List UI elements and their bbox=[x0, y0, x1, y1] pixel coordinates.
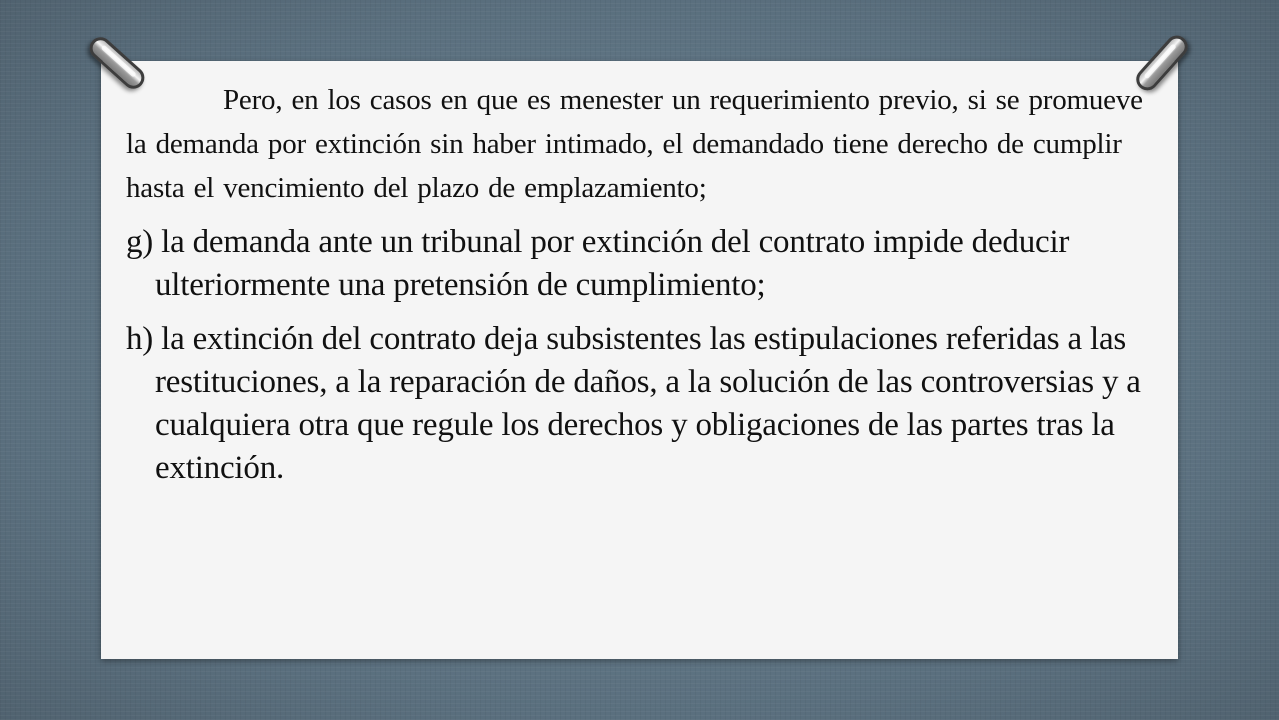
list-item-h: h) la extinción del contrato deja subsistentes las estipulaciones referidas a las restituciones, a la reparación de daños, a la solución de las controversias y a cualquiera otra que regule los derechos y obligaciones de las partes tras la extinción. bbox=[126, 321, 1141, 486]
list-item-g: g) la demanda ante un tribunal por extinción del contrato impide deducir ulteriormente una pretensión de cumplimiento; bbox=[126, 224, 1070, 303]
slide-text-body bbox=[126, 78, 1166, 490]
intro-paragraph: Pero, en los casos en que es menester un requerimiento previo, si se promueve la demanda por extinción sin haber intimado, el demandado tiene derecho de cumplir hasta el vencimiento del plazo de emplazamiento; bbox=[126, 84, 1143, 204]
